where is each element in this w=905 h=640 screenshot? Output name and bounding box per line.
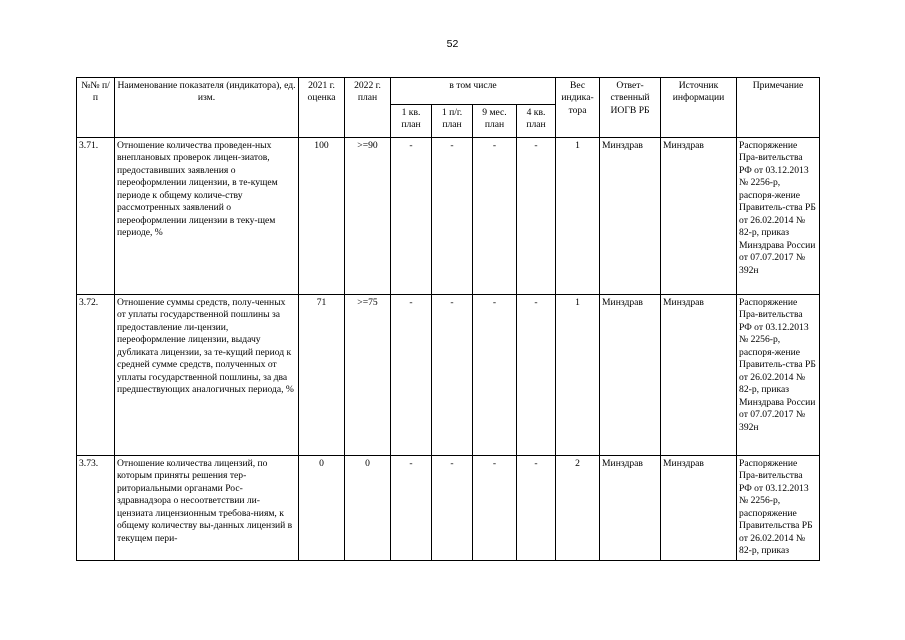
row-q4: - (517, 138, 556, 295)
row-plan2022: 0 (345, 456, 391, 561)
header-responsible: Ответ-ственный ИОГВ РБ (600, 78, 661, 138)
row-est2021: 71 (299, 295, 345, 456)
header-including: в том числе (391, 78, 556, 105)
row-q1: - (391, 138, 432, 295)
row-q4: - (517, 456, 556, 561)
header-q1: 1 кв. план (391, 105, 432, 138)
page-number: 52 (446, 38, 459, 50)
header-note: Примечание (737, 78, 820, 138)
row-name: Отношение суммы средств, полу-ченных от уплаты государственной пошлины за предоставление ли-цензии, переоформление лицензии, выдачу дубликата лицензии, за те-кущий период к средней сумме средств, полученных от уплаты государственной пошлины, за два предшествующих аналогичных периода, % (115, 295, 299, 456)
header-h1: 1 п/г. план (432, 105, 473, 138)
row-source: Минздрав (661, 456, 737, 561)
row-h1: - (432, 456, 473, 561)
row-responsible: Минздрав (600, 295, 661, 456)
row-h1: - (432, 138, 473, 295)
row-name: Отношение количества проведен-ных внеплановых проверок лицен-зиатов, предоставивших заявления о переоформлении лицензии, в те-кущем периоде к общему количе-ству рассмотренных заявлений о переоформлении лицензии в теку-щем периоде, % (115, 138, 299, 295)
row-q4: - (517, 295, 556, 456)
row-responsible: Минздрав (600, 138, 661, 295)
table-row (77, 456, 820, 561)
row-responsible: Минздрав (600, 456, 661, 561)
row-m9: - (473, 295, 517, 456)
row-num: 3.71. (77, 138, 115, 295)
row-h1: - (432, 295, 473, 456)
row-q1: - (391, 295, 432, 456)
row-num: 3.72. (77, 295, 115, 456)
row-note: Распоряжение Пра-вительства РФ от 03.12.2013 № 2256-р, распоряжение Правительства РБ от 26.02.2014 № 82-р, приказ (737, 456, 820, 561)
row-source: Минздрав (661, 295, 737, 456)
header-source: Источник информации (661, 78, 737, 138)
row-name: Отношение количества лицензий, по которым приняты решения тер-риториальными органами Рос-здравнадзора о несоответствии ли-цензиата лицензионным требова-ниям, к общему количеству вы-данных лицензий в текущем пери- (115, 456, 299, 561)
header-weight: Вес индика-тора (556, 78, 600, 138)
row-note: Распоряжение Пра-вительства РФ от 03.12.2013 № 2256-р, распоря-жение Правитель-ства РБ от 26.02.2014 № 82-р, приказ Минздрава России от 07.07.2017 № 392н (737, 138, 820, 295)
table-row (77, 138, 820, 295)
header-q4: 4 кв. план (517, 105, 556, 138)
row-est2021: 100 (299, 138, 345, 295)
header-plan2022: 2022 г. план (345, 78, 391, 138)
indicators-table (76, 77, 820, 561)
row-m9: - (473, 138, 517, 295)
table-row (77, 295, 820, 456)
row-weight: 1 (556, 138, 600, 295)
header-name: Наименование показателя (индикатора), ед. изм. (115, 78, 299, 138)
header-m9: 9 мес. план (473, 105, 517, 138)
header-num: №№ п/п (77, 78, 115, 138)
row-note: Распоряжение Пра-вительства РФ от 03.12.2013 № 2256-р, распоря-жение Правитель-ства РБ от 26.02.2014 № 82-р, приказ Минздрава России от 07.07.2017 № 392н (737, 295, 820, 456)
row-est2021: 0 (299, 456, 345, 561)
row-plan2022: >=90 (345, 138, 391, 295)
row-m9: - (473, 456, 517, 561)
row-source: Минздрав (661, 138, 737, 295)
header-row-1 (77, 78, 820, 105)
header-est2021: 2021 г. оценка (299, 78, 345, 138)
row-num: 3.73. (77, 456, 115, 561)
row-weight: 1 (556, 295, 600, 456)
row-q1: - (391, 456, 432, 561)
row-plan2022: >=75 (345, 295, 391, 456)
row-weight: 2 (556, 456, 600, 561)
